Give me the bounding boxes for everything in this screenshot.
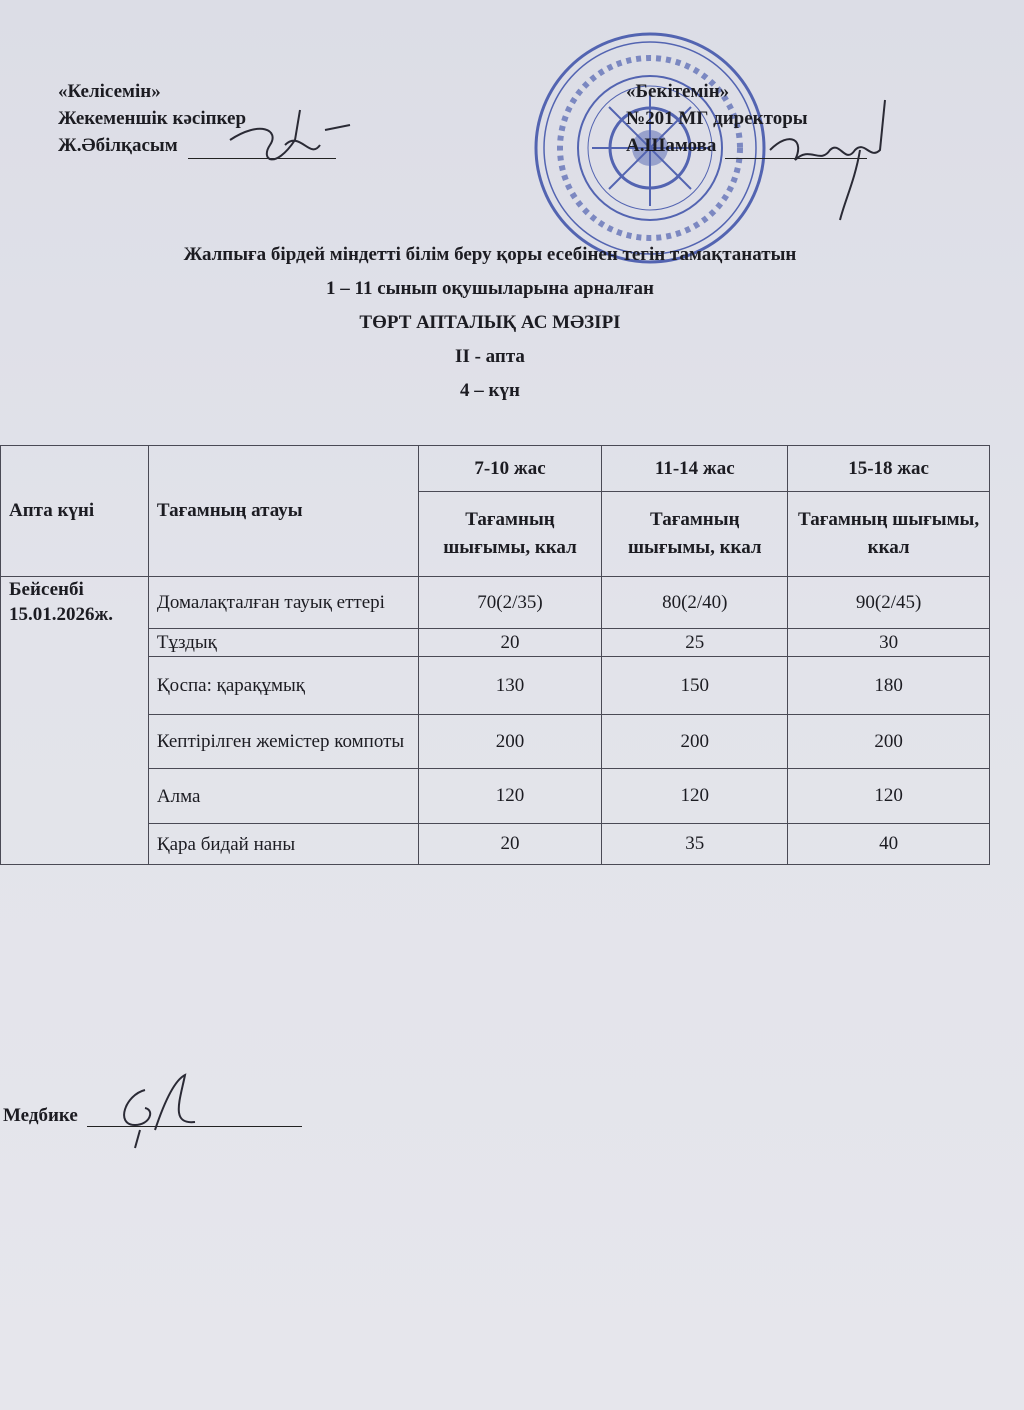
nurse-label: Медбике <box>3 1105 78 1126</box>
header-day: Апта күні <box>1 446 149 577</box>
value-cell: 120 <box>418 769 602 824</box>
value-cell: 120 <box>602 769 788 824</box>
header-age-group: 15-18 жас <box>788 446 990 492</box>
table-row <box>1 629 990 657</box>
header-dish: Тағамның атауы <box>148 446 418 577</box>
menu-table <box>0 445 990 865</box>
title-line-1: Жалпыға бірдей міндетті білім беру қоры есебінен тегін тамақтанатын <box>183 244 797 265</box>
value-cell: 130 <box>418 657 602 715</box>
value-cell: 200 <box>788 715 990 769</box>
title-line-5: 4 – күн <box>460 380 520 401</box>
title-line-3: ТӨРТ АПТАЛЫҚ АС МӘЗІРІ <box>359 312 621 333</box>
header-yield: Тағамның шығымы, ккал <box>788 492 990 577</box>
value-cell: 20 <box>418 629 602 657</box>
table-header-row <box>1 446 990 492</box>
approval-left-title: «Келісемін» <box>58 81 161 102</box>
title-line-2: 1 – 11 сынып оқушыларына арналған <box>326 278 654 299</box>
value-cell: 40 <box>788 824 990 865</box>
signature-right <box>760 90 910 230</box>
value-cell: 20 <box>418 824 602 865</box>
signature-nurse <box>100 1070 210 1155</box>
value-cell: 200 <box>418 715 602 769</box>
header-age-group: 11-14 жас <box>602 446 788 492</box>
dish-name: Тұздық <box>148 629 418 657</box>
approval-left-role: Жекеменшік кәсіпкер <box>58 108 247 129</box>
dish-name: Қара бидай наны <box>148 824 418 865</box>
dish-name: Домалақталған тауық еттері <box>148 577 418 629</box>
table-row <box>1 657 990 715</box>
value-cell: 25 <box>602 629 788 657</box>
header-yield: Тағамның шығымы, ккал <box>602 492 788 577</box>
value-cell: 80(2/40) <box>602 577 788 629</box>
table-row <box>1 824 990 865</box>
signature-left <box>200 100 360 180</box>
value-cell: 70(2/35) <box>418 577 602 629</box>
header-age-group: 7-10 жас <box>418 446 602 492</box>
value-cell: 150 <box>602 657 788 715</box>
value-cell: 90(2/45) <box>788 577 990 629</box>
dish-name: Алма <box>148 769 418 824</box>
value-cell: 180 <box>788 657 990 715</box>
header-yield: Тағамның шығымы, ккал <box>418 492 602 577</box>
approval-right-name: А.Шамова <box>626 135 717 156</box>
dish-name: Қоспа: қарақұмық <box>148 657 418 715</box>
value-cell: 30 <box>788 629 990 657</box>
dish-name: Кептірілген жемістер компоты <box>148 715 418 769</box>
approval-right-title: «Бекітемін» <box>626 81 730 102</box>
approval-left-name: Ж.Әбілқасым <box>58 135 178 156</box>
approval-right-role: №201 МГ директоры <box>626 108 808 129</box>
document-titles <box>0 238 980 408</box>
value-cell: 200 <box>602 715 788 769</box>
value-cell: 120 <box>788 769 990 824</box>
day-cell: Бейсенбі 15.01.2026ж. <box>1 577 149 865</box>
table-row <box>1 769 990 824</box>
table-row <box>1 715 990 769</box>
title-line-4: ІІ - апта <box>455 346 525 367</box>
table-row <box>1 577 990 629</box>
value-cell: 35 <box>602 824 788 865</box>
